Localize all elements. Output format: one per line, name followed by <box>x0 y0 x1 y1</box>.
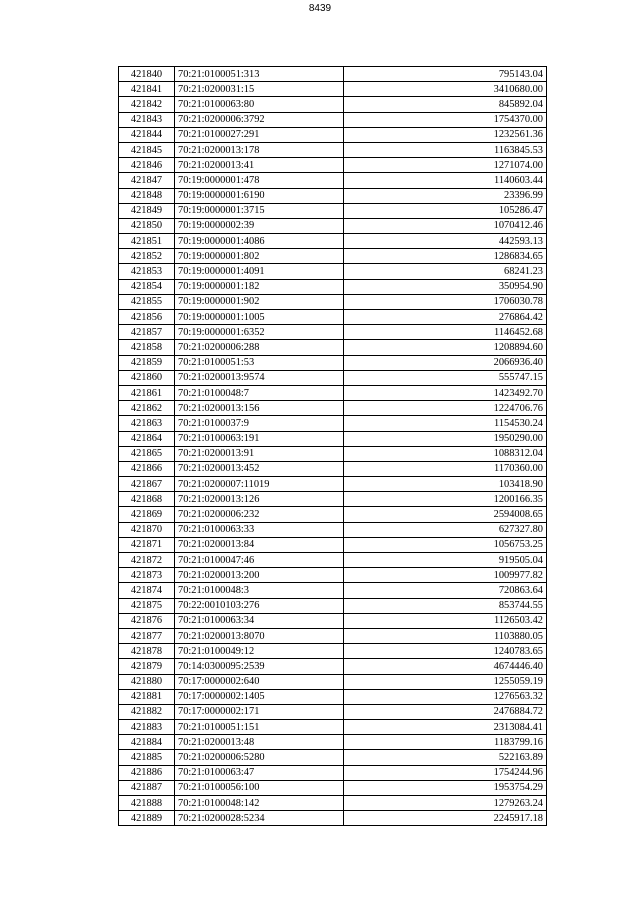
table-row <box>119 218 547 233</box>
cadastral-value-cell: 2245917.18 <box>344 811 547 826</box>
row-number-cell: 421880 <box>119 674 175 689</box>
cadastral-number-cell: 70:21:0100063:33 <box>175 522 344 537</box>
row-number-cell: 421868 <box>119 492 175 507</box>
row-number-cell: 421875 <box>119 598 175 613</box>
table-row <box>119 461 547 476</box>
cadastral-value-cell: 627327.80 <box>344 522 547 537</box>
cadastral-value-cell: 2066936.40 <box>344 355 547 370</box>
cadastral-value-cell: 2313084.41 <box>344 720 547 735</box>
cadastral-number-cell: 70:21:0200013:178 <box>175 142 344 157</box>
cadastral-value-cell: 1056753.25 <box>344 537 547 552</box>
cadastral-number-cell: 70:21:0200013:91 <box>175 446 344 461</box>
cadastral-number-cell: 70:21:0100051:53 <box>175 355 344 370</box>
cadastral-value-cell: 1271074.00 <box>344 158 547 173</box>
table-row <box>119 310 547 325</box>
row-number-cell: 421866 <box>119 461 175 476</box>
cadastral-value-cell: 1140603.44 <box>344 173 547 188</box>
cadastral-number-cell: 70:19:0000001:802 <box>175 249 344 264</box>
table-row <box>119 796 547 811</box>
table-row <box>119 780 547 795</box>
row-number-cell: 421840 <box>119 67 175 82</box>
cadastral-value-cell: 1146452.68 <box>344 325 547 340</box>
table-row <box>119 689 547 704</box>
table-row <box>119 704 547 719</box>
cadastral-value-cell: 23396.99 <box>344 188 547 203</box>
row-number-cell: 421852 <box>119 249 175 264</box>
cadastral-number-cell: 70:21:0100056:100 <box>175 780 344 795</box>
cadastral-number-cell: 70:19:0000001:6190 <box>175 188 344 203</box>
cadastral-number-cell: 70:19:0000001:4086 <box>175 234 344 249</box>
cadastral-value-cell: 1200166.35 <box>344 492 547 507</box>
row-number-cell: 421856 <box>119 310 175 325</box>
table-row <box>119 401 547 416</box>
table-row <box>119 294 547 309</box>
row-number-cell: 421842 <box>119 97 175 112</box>
row-number-cell: 421853 <box>119 264 175 279</box>
table-row <box>119 522 547 537</box>
cadastral-value-cell: 276864.42 <box>344 310 547 325</box>
cadastral-number-cell: 70:21:0100051:151 <box>175 720 344 735</box>
cadastral-value-cell: 853744.55 <box>344 598 547 613</box>
cadastral-number-cell: 70:19:0000001:3715 <box>175 203 344 218</box>
cadastral-value-cell: 1170360.00 <box>344 461 547 476</box>
table-row <box>119 568 547 583</box>
cadastral-value-cell: 1255059.19 <box>344 674 547 689</box>
table-body <box>119 67 547 826</box>
table-row <box>119 644 547 659</box>
row-number-cell: 421855 <box>119 294 175 309</box>
row-number-cell: 421883 <box>119 720 175 735</box>
cadastral-value-cell: 522163.89 <box>344 750 547 765</box>
table-row <box>119 158 547 173</box>
cadastral-value-table <box>118 66 547 826</box>
table-row <box>119 355 547 370</box>
table-row <box>119 385 547 400</box>
row-number-cell: 421882 <box>119 704 175 719</box>
table-row <box>119 203 547 218</box>
cadastral-number-cell: 70:21:0100051:313 <box>175 67 344 82</box>
cadastral-number-cell: 70:21:0200013:126 <box>175 492 344 507</box>
cadastral-number-cell: 70:21:0100049:12 <box>175 644 344 659</box>
cadastral-value-cell: 103418.90 <box>344 477 547 492</box>
table-row <box>119 811 547 826</box>
cadastral-value-cell: 1240783.65 <box>344 644 547 659</box>
cadastral-value-cell: 720863.64 <box>344 583 547 598</box>
cadastral-value-cell: 2594008.65 <box>344 507 547 522</box>
table-row <box>119 765 547 780</box>
row-number-cell: 421881 <box>119 689 175 704</box>
cadastral-value-cell: 1154530.24 <box>344 416 547 431</box>
table-row <box>119 127 547 142</box>
table-row <box>119 370 547 385</box>
cadastral-number-cell: 70:17:0000002:1405 <box>175 689 344 704</box>
page-number: 8439 <box>308 3 332 14</box>
cadastral-number-cell: 70:21:0100048:3 <box>175 583 344 598</box>
row-number-cell: 421873 <box>119 568 175 583</box>
row-number-cell: 421861 <box>119 385 175 400</box>
row-number-cell: 421850 <box>119 218 175 233</box>
cadastral-value-cell: 1754370.00 <box>344 112 547 127</box>
cadastral-number-cell: 70:21:0100063:80 <box>175 97 344 112</box>
cadastral-value-cell: 1126503.42 <box>344 613 547 628</box>
cadastral-value-cell: 1224706.76 <box>344 401 547 416</box>
cadastral-value-cell: 350954.90 <box>344 279 547 294</box>
cadastral-number-cell: 70:17:0000002:640 <box>175 674 344 689</box>
cadastral-value-cell: 1208894.60 <box>344 340 547 355</box>
cadastral-value-cell: 795143.04 <box>344 67 547 82</box>
cadastral-value-cell: 1088312.04 <box>344 446 547 461</box>
row-number-cell: 421888 <box>119 796 175 811</box>
table-row <box>119 492 547 507</box>
table-row <box>119 598 547 613</box>
cadastral-number-cell: 70:21:0100047:46 <box>175 553 344 568</box>
cadastral-number-cell: 70:21:0200013:84 <box>175 537 344 552</box>
table-row <box>119 628 547 643</box>
cadastral-value-cell: 1286834.65 <box>344 249 547 264</box>
cadastral-number-cell: 70:21:0100027:291 <box>175 127 344 142</box>
cadastral-number-cell: 70:21:0200013:156 <box>175 401 344 416</box>
row-number-cell: 421851 <box>119 234 175 249</box>
table-row <box>119 112 547 127</box>
cadastral-value-cell: 1279263.24 <box>344 796 547 811</box>
cadastral-number-cell: 70:21:0200006:3792 <box>175 112 344 127</box>
row-number-cell: 421841 <box>119 82 175 97</box>
row-number-cell: 421878 <box>119 644 175 659</box>
cadastral-number-cell: 70:21:0100048:7 <box>175 385 344 400</box>
cadastral-number-cell: 70:21:0200031:15 <box>175 82 344 97</box>
cadastral-value-cell: 919505.04 <box>344 553 547 568</box>
cadastral-number-cell: 70:19:0000001:478 <box>175 173 344 188</box>
cadastral-number-cell: 70:21:0100037:9 <box>175 416 344 431</box>
cadastral-value-cell: 555747.15 <box>344 370 547 385</box>
row-number-cell: 421886 <box>119 765 175 780</box>
row-number-cell: 421846 <box>119 158 175 173</box>
row-number-cell: 421874 <box>119 583 175 598</box>
row-number-cell: 421870 <box>119 522 175 537</box>
cadastral-value-cell: 68241.23 <box>344 264 547 279</box>
cadastral-number-cell: 70:19:0000001:1005 <box>175 310 344 325</box>
row-number-cell: 421843 <box>119 112 175 127</box>
cadastral-number-cell: 70:21:0100048:142 <box>175 796 344 811</box>
cadastral-value-cell: 1183799.16 <box>344 735 547 750</box>
cadastral-value-cell: 442593.13 <box>344 234 547 249</box>
cadastral-value-cell: 1070412.46 <box>344 218 547 233</box>
table-row <box>119 340 547 355</box>
row-number-cell: 421848 <box>119 188 175 203</box>
row-number-cell: 421869 <box>119 507 175 522</box>
table-row <box>119 583 547 598</box>
row-number-cell: 421854 <box>119 279 175 294</box>
table-row <box>119 325 547 340</box>
cadastral-value-cell: 1950290.00 <box>344 431 547 446</box>
row-number-cell: 421864 <box>119 431 175 446</box>
cadastral-value-cell: 105286.47 <box>344 203 547 218</box>
table-row <box>119 142 547 157</box>
cadastral-number-cell: 70:21:0200013:41 <box>175 158 344 173</box>
row-number-cell: 421876 <box>119 613 175 628</box>
cadastral-number-cell: 70:22:0010103:276 <box>175 598 344 613</box>
cadastral-value-cell: 1163845.53 <box>344 142 547 157</box>
cadastral-value-cell: 1103880.05 <box>344 628 547 643</box>
row-number-cell: 421872 <box>119 553 175 568</box>
table-row <box>119 507 547 522</box>
row-number-cell: 421887 <box>119 780 175 795</box>
table-row <box>119 234 547 249</box>
cadastral-value-cell: 1009977.82 <box>344 568 547 583</box>
cadastral-value-cell: 1423492.70 <box>344 385 547 400</box>
cadastral-number-cell: 70:21:0200013:9574 <box>175 370 344 385</box>
table-row <box>119 264 547 279</box>
table-row <box>119 613 547 628</box>
cadastral-number-cell: 70:21:0200013:452 <box>175 461 344 476</box>
cadastral-number-cell: 70:19:0000001:902 <box>175 294 344 309</box>
cadastral-number-cell: 70:19:0000001:182 <box>175 279 344 294</box>
cadastral-number-cell: 70:19:0000002:39 <box>175 218 344 233</box>
table-row <box>119 67 547 82</box>
table-row <box>119 553 547 568</box>
row-number-cell: 421879 <box>119 659 175 674</box>
row-number-cell: 421857 <box>119 325 175 340</box>
table-row <box>119 537 547 552</box>
cadastral-number-cell: 70:21:0100063:191 <box>175 431 344 446</box>
row-number-cell: 421845 <box>119 142 175 157</box>
row-number-cell: 421860 <box>119 370 175 385</box>
table-row <box>119 446 547 461</box>
cadastral-number-cell: 70:19:0000001:4091 <box>175 264 344 279</box>
table-row <box>119 674 547 689</box>
row-number-cell: 421885 <box>119 750 175 765</box>
cadastral-number-cell: 70:21:0100063:34 <box>175 613 344 628</box>
row-number-cell: 421889 <box>119 811 175 826</box>
cadastral-number-cell: 70:21:0200006:5280 <box>175 750 344 765</box>
cadastral-number-cell: 70:19:0000001:6352 <box>175 325 344 340</box>
row-number-cell: 421871 <box>119 537 175 552</box>
table-row <box>119 735 547 750</box>
cadastral-number-cell: 70:21:0200006:288 <box>175 340 344 355</box>
table-row <box>119 279 547 294</box>
cadastral-number-cell: 70:21:0200013:48 <box>175 735 344 750</box>
table-row <box>119 416 547 431</box>
cadastral-number-cell: 70:21:0200013:8070 <box>175 628 344 643</box>
cadastral-number-cell: 70:14:0300095:2539 <box>175 659 344 674</box>
cadastral-number-cell: 70:21:0200028:5234 <box>175 811 344 826</box>
cadastral-number-cell: 70:17:0000002:171 <box>175 704 344 719</box>
cadastral-number-cell: 70:21:0100063:47 <box>175 765 344 780</box>
row-number-cell: 421867 <box>119 477 175 492</box>
cadastral-value-cell: 1276563.32 <box>344 689 547 704</box>
row-number-cell: 421862 <box>119 401 175 416</box>
table-row <box>119 720 547 735</box>
cadastral-value-cell: 1232561.36 <box>344 127 547 142</box>
table-row <box>119 82 547 97</box>
table-row <box>119 249 547 264</box>
row-number-cell: 421859 <box>119 355 175 370</box>
row-number-cell: 421858 <box>119 340 175 355</box>
table-row <box>119 431 547 446</box>
cadastral-value-cell: 845892.04 <box>344 97 547 112</box>
cadastral-number-cell: 70:21:0200006:232 <box>175 507 344 522</box>
row-number-cell: 421865 <box>119 446 175 461</box>
cadastral-number-cell: 70:21:0200013:200 <box>175 568 344 583</box>
cadastral-number-cell: 70:21:0200007:11019 <box>175 477 344 492</box>
cadastral-value-cell: 1706030.78 <box>344 294 547 309</box>
table-row <box>119 97 547 112</box>
cadastral-value-cell: 1754244.96 <box>344 765 547 780</box>
cadastral-value-cell: 3410680.00 <box>344 82 547 97</box>
row-number-cell: 421844 <box>119 127 175 142</box>
row-number-cell: 421847 <box>119 173 175 188</box>
row-number-cell: 421884 <box>119 735 175 750</box>
table-row <box>119 659 547 674</box>
cadastral-value-cell: 2476884.72 <box>344 704 547 719</box>
table-row <box>119 750 547 765</box>
table-row <box>119 173 547 188</box>
row-number-cell: 421877 <box>119 628 175 643</box>
row-number-cell: 421849 <box>119 203 175 218</box>
row-number-cell: 421863 <box>119 416 175 431</box>
table-row <box>119 477 547 492</box>
table-row <box>119 188 547 203</box>
cadastral-value-cell: 4674446.40 <box>344 659 547 674</box>
cadastral-value-cell: 1953754.29 <box>344 780 547 795</box>
